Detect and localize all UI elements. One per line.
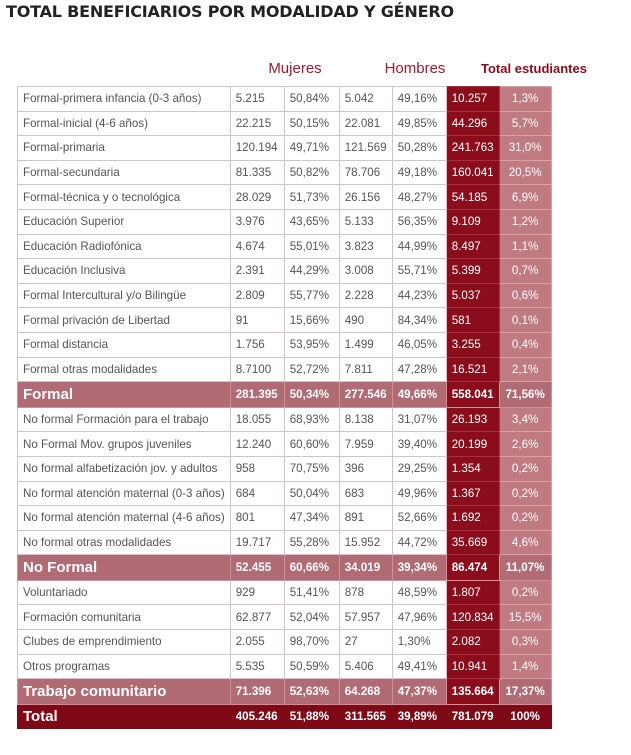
hombres-count-cell: 26.156 xyxy=(339,185,392,210)
modalidad-cell: No Formal xyxy=(18,555,231,581)
hombres-percent-cell: 39,34% xyxy=(392,555,446,581)
hombres-count-cell: 7.811 xyxy=(339,357,392,382)
hombres-percent-cell: 1,30% xyxy=(392,630,446,655)
hombres-count-cell: 22.081 xyxy=(339,111,392,136)
hombres-count-cell: 5.133 xyxy=(339,209,392,234)
total-percent-cell: 6,9% xyxy=(499,185,551,210)
table-row xyxy=(18,332,552,357)
mujeres-percent-cell: 50,34% xyxy=(284,382,339,408)
modalidad-cell: No formal atención maternal (4-6 años) xyxy=(18,506,231,531)
hombres-percent-cell: 39,89% xyxy=(392,704,446,729)
total-count-cell: 135.664 xyxy=(446,679,499,705)
mujeres-count-cell: 2.391 xyxy=(230,259,284,284)
table-row xyxy=(18,580,552,605)
mujeres-percent-cell: 50,15% xyxy=(284,111,339,136)
modalidad-cell: Clubes de emprendimiento xyxy=(18,630,231,655)
hombres-count-cell: 311.565 xyxy=(339,704,392,729)
mujeres-percent-cell: 55,01% xyxy=(284,234,339,259)
modalidad-cell: Trabajo comunitario xyxy=(18,679,231,705)
hombres-count-cell: 490 xyxy=(339,308,392,333)
modalidad-cell: No formal otras modalidades xyxy=(18,530,231,555)
mujeres-percent-cell: 98,70% xyxy=(284,630,339,655)
hombres-percent-cell: 48,27% xyxy=(392,185,446,210)
modalidad-cell: Formal distancia xyxy=(18,332,231,357)
hombres-percent-cell: 55,71% xyxy=(392,259,446,284)
total-percent-cell: 5,7% xyxy=(499,111,551,136)
header-hombres: Hombres xyxy=(384,60,446,77)
hombres-percent-cell: 47,96% xyxy=(392,605,446,630)
total-count-cell: 26.193 xyxy=(446,407,499,432)
hombres-count-cell: 878 xyxy=(339,580,392,605)
mujeres-count-cell: 8.7100 xyxy=(230,357,284,382)
hombres-percent-cell: 50,28% xyxy=(392,136,446,161)
header-mujeres: Mujeres xyxy=(268,60,322,77)
mujeres-count-cell: 22.215 xyxy=(230,111,284,136)
modalidad-cell: Voluntariado xyxy=(18,580,231,605)
total-percent-cell: 3,4% xyxy=(499,407,551,432)
total-count-cell: 3.255 xyxy=(446,332,499,357)
mujeres-count-cell: 18.055 xyxy=(230,407,284,432)
table-row xyxy=(18,259,552,284)
total-count-cell: 581 xyxy=(446,308,499,333)
mujeres-count-cell: 5.215 xyxy=(230,87,284,112)
total-count-cell: 120.834 xyxy=(446,605,499,630)
modalidad-cell: Formal-secundaria xyxy=(18,160,231,185)
hombres-count-cell: 64.268 xyxy=(339,679,392,705)
total-count-cell: 9.109 xyxy=(446,209,499,234)
total-count-cell: 10.257 xyxy=(446,87,499,112)
table-body xyxy=(18,87,552,729)
table-row xyxy=(18,209,552,234)
hombres-percent-cell: 46,05% xyxy=(392,332,446,357)
modalidad-cell: No formal alfabetización jov. y adultos xyxy=(18,456,231,481)
hombres-percent-cell: 29,25% xyxy=(392,456,446,481)
modalidad-cell: Formal Intercultural y/o Bilingüe xyxy=(18,283,231,308)
table-row xyxy=(18,283,552,308)
total-percent-cell: 0,2% xyxy=(499,481,551,506)
mujeres-percent-cell: 55,28% xyxy=(284,530,339,555)
grand-total-row xyxy=(18,704,552,729)
table-row xyxy=(18,185,552,210)
modalidad-cell: Formal-técnica y o tecnológica xyxy=(18,185,231,210)
total-percent-cell: 17,37% xyxy=(499,679,551,705)
hombres-percent-cell: 49,85% xyxy=(392,111,446,136)
table-row xyxy=(18,506,552,531)
mujeres-count-cell: 120.194 xyxy=(230,136,284,161)
total-percent-cell: 1,2% xyxy=(499,209,551,234)
total-count-cell: 5.037 xyxy=(446,283,499,308)
mujeres-count-cell: 2.055 xyxy=(230,630,284,655)
hombres-count-cell: 5.406 xyxy=(339,654,392,679)
hombres-count-cell: 57.957 xyxy=(339,605,392,630)
mujeres-percent-cell: 51,88% xyxy=(284,704,339,729)
table-row xyxy=(18,87,552,112)
hombres-percent-cell: 49,96% xyxy=(392,481,446,506)
mujeres-count-cell: 5.535 xyxy=(230,654,284,679)
total-percent-cell: 15,5% xyxy=(499,605,551,630)
total-count-cell: 16.521 xyxy=(446,357,499,382)
hombres-count-cell: 27 xyxy=(339,630,392,655)
hombres-percent-cell: 47,37% xyxy=(392,679,446,705)
total-percent-cell: 1,3% xyxy=(499,87,551,112)
total-count-cell: 44.296 xyxy=(446,111,499,136)
hombres-count-cell: 683 xyxy=(339,481,392,506)
modalidad-cell: Educación Radiofónica xyxy=(18,234,231,259)
total-count-cell: 1.807 xyxy=(446,580,499,605)
mujeres-percent-cell: 52,63% xyxy=(284,679,339,705)
mujeres-count-cell: 81.335 xyxy=(230,160,284,185)
mujeres-percent-cell: 50,84% xyxy=(284,87,339,112)
total-percent-cell: 1,1% xyxy=(499,234,551,259)
mujeres-percent-cell: 50,82% xyxy=(284,160,339,185)
mujeres-percent-cell: 53,95% xyxy=(284,332,339,357)
modalidad-cell: No formal Formación para el trabajo xyxy=(18,407,231,432)
mujeres-count-cell: 1.756 xyxy=(230,332,284,357)
hombres-percent-cell: 39,40% xyxy=(392,432,446,457)
total-percent-cell: 0,1% xyxy=(499,308,551,333)
mujeres-count-cell: 801 xyxy=(230,506,284,531)
total-count-cell: 241.763 xyxy=(446,136,499,161)
total-count-cell: 781.079 xyxy=(446,704,499,729)
table-row xyxy=(18,432,552,457)
total-percent-cell: 0,2% xyxy=(499,506,551,531)
mujeres-percent-cell: 15,66% xyxy=(284,308,339,333)
hombres-percent-cell: 47,28% xyxy=(392,357,446,382)
mujeres-count-cell: 684 xyxy=(230,481,284,506)
total-percent-cell: 2,1% xyxy=(499,357,551,382)
hombres-percent-cell: 52,66% xyxy=(392,506,446,531)
subtotal-row xyxy=(18,679,552,705)
mujeres-percent-cell: 44,29% xyxy=(284,259,339,284)
total-count-cell: 20.199 xyxy=(446,432,499,457)
mujeres-percent-cell: 50,04% xyxy=(284,481,339,506)
mujeres-count-cell: 929 xyxy=(230,580,284,605)
table-row xyxy=(18,160,552,185)
modalidad-cell: Total xyxy=(18,704,231,729)
mujeres-count-cell: 19.717 xyxy=(230,530,284,555)
hombres-count-cell: 78.706 xyxy=(339,160,392,185)
total-count-cell: 2.082 xyxy=(446,630,499,655)
hombres-count-cell: 8.138 xyxy=(339,407,392,432)
hombres-percent-cell: 49,16% xyxy=(392,87,446,112)
total-percent-cell: 4,6% xyxy=(499,530,551,555)
table-row xyxy=(18,481,552,506)
total-percent-cell: 0,6% xyxy=(499,283,551,308)
modalidad-cell: No formal atención maternal (0-3 años) xyxy=(18,481,231,506)
mujeres-count-cell: 4.674 xyxy=(230,234,284,259)
hombres-count-cell: 396 xyxy=(339,456,392,481)
mujeres-percent-cell: 49,71% xyxy=(284,136,339,161)
hombres-percent-cell: 56,35% xyxy=(392,209,446,234)
mujeres-count-cell: 28.029 xyxy=(230,185,284,210)
mujeres-count-cell: 91 xyxy=(230,308,284,333)
hombres-count-cell: 3.823 xyxy=(339,234,392,259)
total-percent-cell: 0,2% xyxy=(499,580,551,605)
modalidad-cell: Formal privación de Libertad xyxy=(18,308,231,333)
mujeres-count-cell: 3.976 xyxy=(230,209,284,234)
mujeres-percent-cell: 47,34% xyxy=(284,506,339,531)
hombres-percent-cell: 31,07% xyxy=(392,407,446,432)
modalidad-cell: Formal-primera infancia (0-3 años) xyxy=(18,87,231,112)
hombres-count-cell: 1.499 xyxy=(339,332,392,357)
hombres-percent-cell: 49,41% xyxy=(392,654,446,679)
mujeres-count-cell: 958 xyxy=(230,456,284,481)
modalidad-cell: No Formal Mov. grupos juveniles xyxy=(18,432,231,457)
hombres-count-cell: 7.959 xyxy=(339,432,392,457)
total-count-cell: 54.185 xyxy=(446,185,499,210)
table-row xyxy=(18,136,552,161)
total-count-cell: 10.941 xyxy=(446,654,499,679)
total-percent-cell: 2,6% xyxy=(499,432,551,457)
modalidad-cell: Formal-inicial (4-6 años) xyxy=(18,111,231,136)
total-count-cell: 1.692 xyxy=(446,506,499,531)
beneficiarios-table xyxy=(17,86,552,729)
mujeres-percent-cell: 60,66% xyxy=(284,555,339,581)
table-row xyxy=(18,111,552,136)
hombres-count-cell: 891 xyxy=(339,506,392,531)
hombres-percent-cell: 44,72% xyxy=(392,530,446,555)
hombres-percent-cell: 48,59% xyxy=(392,580,446,605)
hombres-percent-cell: 49,66% xyxy=(392,382,446,408)
hombres-count-cell: 3.008 xyxy=(339,259,392,284)
modalidad-cell: Formal otras modalidades xyxy=(18,357,231,382)
mujeres-percent-cell: 51,41% xyxy=(284,580,339,605)
total-percent-cell: 1,4% xyxy=(499,654,551,679)
total-percent-cell: 20,5% xyxy=(499,160,551,185)
page-title: TOTAL BENEFICIARIOS POR MODALIDAD Y GÉNERO xyxy=(6,2,454,21)
total-percent-cell: 0,2% xyxy=(499,456,551,481)
modalidad-cell: Formal xyxy=(18,382,231,408)
table-row xyxy=(18,357,552,382)
mujeres-count-cell: 52.455 xyxy=(230,555,284,581)
hombres-percent-cell: 84,34% xyxy=(392,308,446,333)
table-row xyxy=(18,308,552,333)
mujeres-count-cell: 281.395 xyxy=(230,382,284,408)
hombres-percent-cell: 49,18% xyxy=(392,160,446,185)
total-count-cell: 160.041 xyxy=(446,160,499,185)
subtotal-row xyxy=(18,382,552,408)
table-row xyxy=(18,530,552,555)
modalidad-cell: Otros programas xyxy=(18,654,231,679)
total-count-cell: 86.474 xyxy=(446,555,499,581)
total-percent-cell: 0,7% xyxy=(499,259,551,284)
mujeres-count-cell: 71.396 xyxy=(230,679,284,705)
modalidad-cell: Educación Superior xyxy=(18,209,231,234)
mujeres-count-cell: 62.877 xyxy=(230,605,284,630)
hombres-count-cell: 2.228 xyxy=(339,283,392,308)
mujeres-percent-cell: 60,60% xyxy=(284,432,339,457)
hombres-count-cell: 5.042 xyxy=(339,87,392,112)
mujeres-count-cell: 405.246 xyxy=(230,704,284,729)
table-row xyxy=(18,605,552,630)
total-count-cell: 1.367 xyxy=(446,481,499,506)
table-row xyxy=(18,630,552,655)
mujeres-percent-cell: 70,75% xyxy=(284,456,339,481)
hombres-count-cell: 121.569 xyxy=(339,136,392,161)
table-row xyxy=(18,234,552,259)
mujeres-percent-cell: 52,72% xyxy=(284,357,339,382)
hombres-count-cell: 277.546 xyxy=(339,382,392,408)
total-percent-cell: 100% xyxy=(499,704,551,729)
total-percent-cell: 31,0% xyxy=(499,136,551,161)
total-count-cell: 558.041 xyxy=(446,382,499,408)
mujeres-percent-cell: 68,93% xyxy=(284,407,339,432)
hombres-percent-cell: 44,99% xyxy=(392,234,446,259)
total-count-cell: 1.354 xyxy=(446,456,499,481)
total-percent-cell: 0,3% xyxy=(499,630,551,655)
subtotal-row xyxy=(18,555,552,581)
hombres-count-cell: 15.952 xyxy=(339,530,392,555)
mujeres-percent-cell: 51,73% xyxy=(284,185,339,210)
table-row xyxy=(18,654,552,679)
total-percent-cell: 11,07% xyxy=(499,555,551,581)
hombres-percent-cell: 44,23% xyxy=(392,283,446,308)
total-percent-cell: 71,56% xyxy=(499,382,551,408)
total-count-cell: 8.497 xyxy=(446,234,499,259)
table-row xyxy=(18,456,552,481)
total-count-cell: 35.669 xyxy=(446,530,499,555)
header-total-estudiantes: Total estudiantes xyxy=(481,61,587,76)
table-row xyxy=(18,407,552,432)
mujeres-percent-cell: 55,77% xyxy=(284,283,339,308)
total-percent-cell: 0,4% xyxy=(499,332,551,357)
mujeres-percent-cell: 52,04% xyxy=(284,605,339,630)
mujeres-percent-cell: 43,65% xyxy=(284,209,339,234)
modalidad-cell: Formación comunitaria xyxy=(18,605,231,630)
hombres-count-cell: 34.019 xyxy=(339,555,392,581)
mujeres-count-cell: 2.809 xyxy=(230,283,284,308)
mujeres-count-cell: 12.240 xyxy=(230,432,284,457)
modalidad-cell: Educación Inclusiva xyxy=(18,259,231,284)
total-count-cell: 5.399 xyxy=(446,259,499,284)
modalidad-cell: Formal-primaria xyxy=(18,136,231,161)
mujeres-percent-cell: 50,59% xyxy=(284,654,339,679)
